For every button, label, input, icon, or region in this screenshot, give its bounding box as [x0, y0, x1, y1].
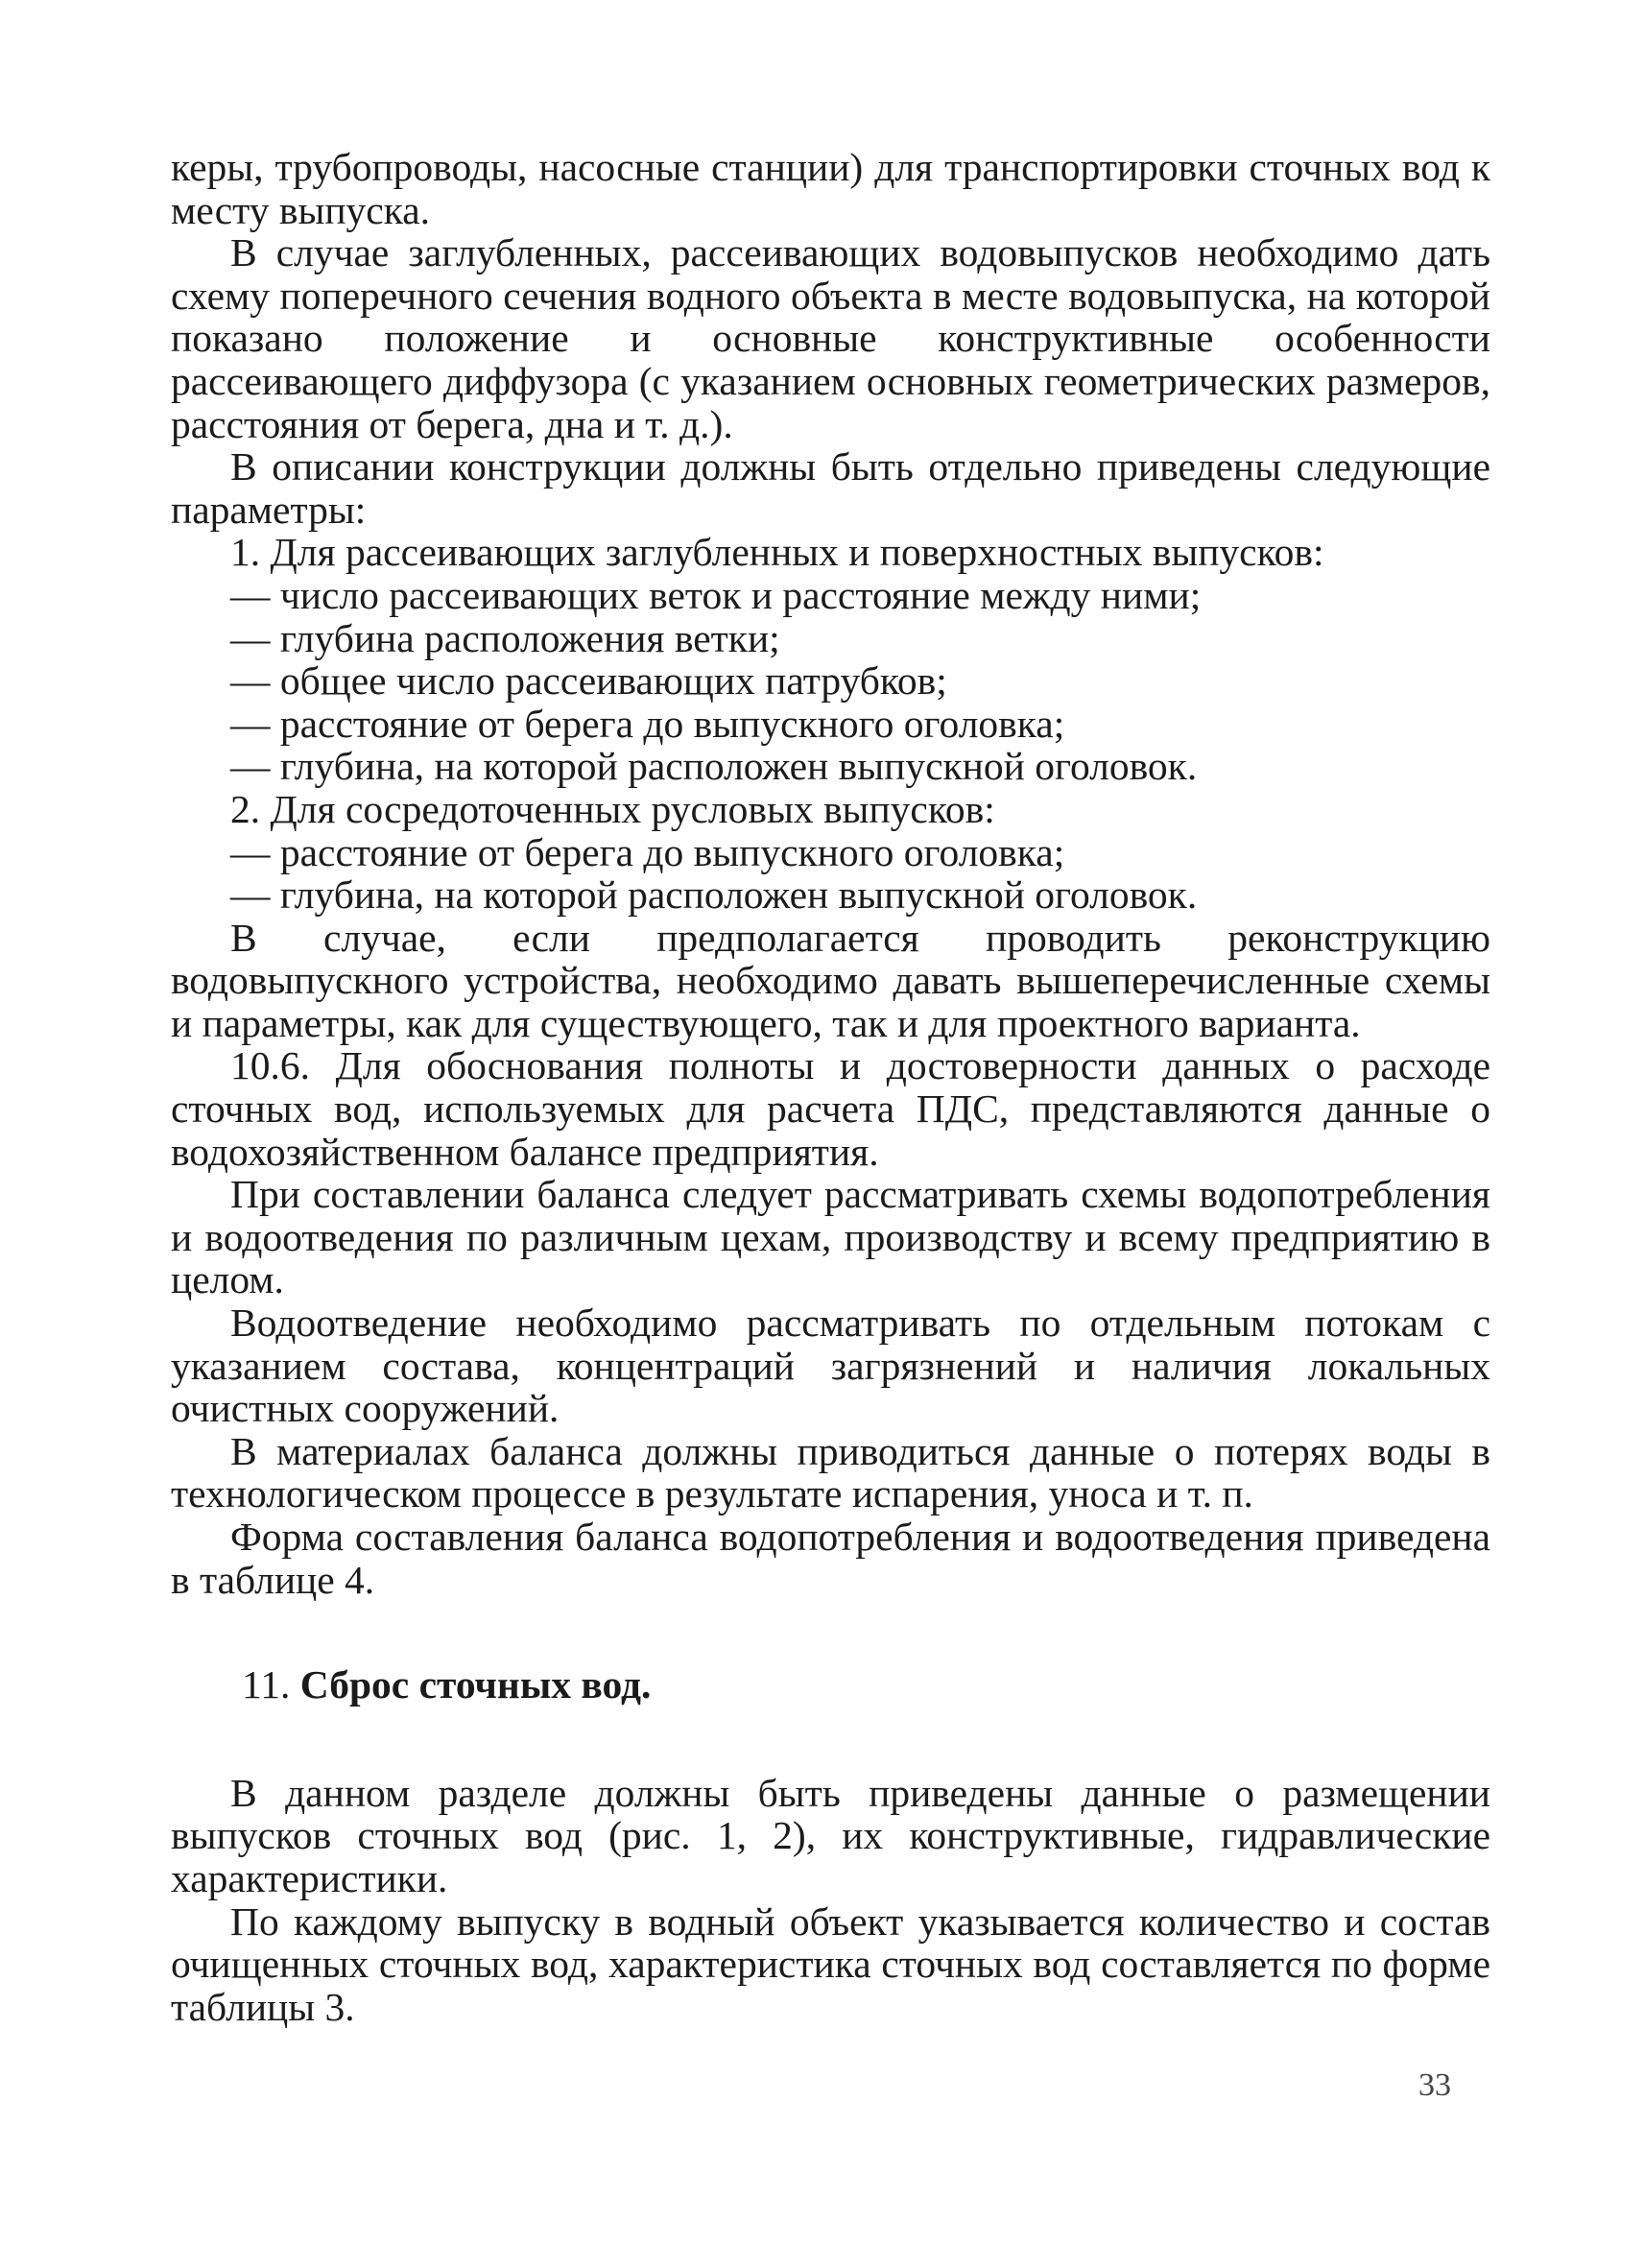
- dash-list-item: — глубина, на которой расположен выпускной оголовок.: [230, 744, 1198, 789]
- paragraph: По каждому выпуску в водный объект указывается количество и состав очищенных сточных вод, характеристика сточных вод составляется по форме таблицы 3.: [171, 1898, 1490, 2029]
- paragraph: 10.6. Для обоснования полноты и достоверности данных о расходе сточных вод, используемых для расчета ПДС, представляются данные о водохозяйственном балансе предприятия.: [171, 1043, 1490, 1174]
- paragraph: В случае заглубленных, рассеивающих водовыпусков необходимо дать схему поперечного сечения водного объекта в месте водовыпуска, на которой показано положение и основные конструктивные особенности рассеивающего диффузора (с указанием основных геометрических размеров, расстояния от берега, дна и т. д.).: [171, 230, 1490, 446]
- paragraph: В материалах баланса должны приводиться данные о потерях воды в технологическом процессе в результате испарения, уноса и т. п.: [171, 1428, 1490, 1516]
- section-number: 11.: [242, 1662, 291, 1707]
- paragraph: В случае, если предполагается проводить реконструкцию водовыпускного устройства, необходимо давать вышеперечисленные схемы и параметры, как для существующего, так и для проектного варианта.: [171, 915, 1490, 1045]
- dash-list-item: — число рассеивающих веток и расстояние между ними;: [230, 572, 1202, 617]
- numbered-list-item: 2. Для сосредоточенных русловых выпусков:: [230, 786, 995, 831]
- paragraph: Водоотведение необходимо рассматривать по отдельным потокам с указанием состава, концентраций загрязнений и наличия локальных очистных сооружений.: [171, 1301, 1490, 1431]
- dash-list-item: — глубина расположения ветки;: [230, 615, 780, 660]
- paragraph: Форма составления баланса водопотребления и водоотведения приведена в таблице 4.: [171, 1515, 1490, 1602]
- dash-list-item: — расстояние от берега до выпускного оголовка;: [230, 829, 1065, 874]
- paragraph: При составлении баланса следует рассматривать схемы водопотребления и водоотведения по различным цехам, производству и всему предприятию в целом.: [171, 1172, 1490, 1302]
- numbered-list-item: 1. Для рассеивающих заглубленных и поверхностных выпусков:: [230, 530, 1324, 575]
- page-number: 33: [1418, 2067, 1451, 2103]
- dash-list-item: — расстояние от берега до выпускного оголовка;: [230, 701, 1065, 746]
- bottom-paragraphs: [171, 1772, 1490, 2029]
- dash-list-item: — общее число рассеивающих патрубков;: [230, 658, 947, 704]
- top-paragraphs: [171, 146, 1490, 1601]
- section-heading: [171, 1663, 1490, 1707]
- paragraph: В описании конструкции должны быть отдельно приведены следующие параметры:: [171, 444, 1490, 532]
- dash-list-item: — глубина, на которой расположен выпускной оголовок.: [230, 872, 1198, 918]
- paragraph: керы, трубопроводы, насосные станции) для транспортировки сточных вод к месту выпуска.: [171, 145, 1490, 232]
- section-title: Сброс сточных вод.: [299, 1662, 652, 1707]
- body-text: [171, 146, 1490, 2028]
- paragraph: В данном разделе должны быть приведены данные о размещении выпусков сточных вод (рис. 1, 2), их конструктивные, гидравлические характеристики.: [171, 1770, 1490, 1900]
